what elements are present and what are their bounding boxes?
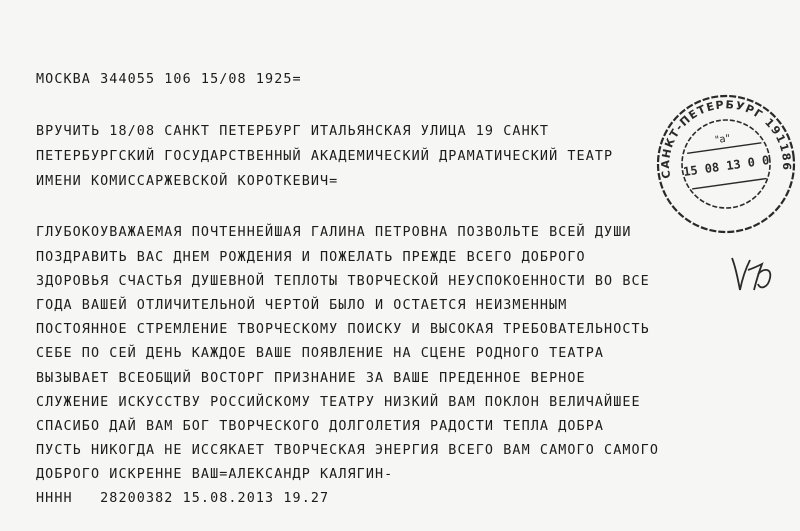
message-line-9: СПАСИБО ДАЙ ВАМ БОГ ТВОРЧЕСКОГО ДОЛГОЛЕТИЯ РАДОСТИ ТЕПЛА ДОБРА xyxy=(36,419,605,434)
address-line-2: ПЕТЕРБУРГСКИЙ ГОСУДАРСТВЕННЫЙ АКАДЕМИЧЕСКИЙ ДРАМАТИЧЕСКИЙ ТЕАТР xyxy=(36,149,614,164)
stamp-outer-text: САНКТ-ПЕТЕРБУРГ 191186 xyxy=(659,98,794,180)
telegram-header-line: МОСКВА 344055 106 15/08 1925= xyxy=(36,72,302,87)
stamp-date: 15 08 13 0 0 xyxy=(682,153,771,179)
address-line-1: ВРУЧИТЬ 18/08 САНКТ ПЕТЕРБУРГ ИТАЛЬЯНСКАЯ УЛИЦА 19 САНКТ xyxy=(36,124,550,139)
handwritten-signature xyxy=(728,250,776,298)
address-line-3: ИМЕНИ КОМИССАРЖЕВСКОЙ КОРОТКЕВИЧ= xyxy=(36,174,339,189)
message-line-1: ГЛУБОКОУВАЖАЕМАЯ ПОЧТЕННЕЙШАЯ ГАЛИНА ПЕТРОВНА ПОЗВОЛЬТЕ ВСЕЙ ДУШИ xyxy=(36,225,632,240)
message-line-3: ЗДОРОВЬЯ СЧАСТЬЯ ДУШЕВНОЙ ТЕПЛОТЫ ТВОРЧЕСКОЙ НЕУСПОКОЕННОСТИ ВО ВСЕ xyxy=(36,274,650,289)
message-line-6: СЕБЕ ПО СЕЙ ДЕНЬ КАЖДОЕ ВАШЕ ПОЯВЛЕНИЕ НА СЦЕНЕ РОДНОГО ТЕАТРА xyxy=(36,346,605,361)
message-line-11: ДОБРОГО ИСКРЕННЕ ВАШ=АЛЕКСАНДР КАЛЯГИН- xyxy=(36,467,394,482)
message-line-8: СЛУЖЕНИЕ ИСКУССТВУ РОССИЙСКОМУ ТЕАТРУ НИЗКИЙ ВАМ ПОКЛОН ВЕЛИЧАЙШЕЕ xyxy=(36,395,641,410)
stamp-letter: "а" xyxy=(714,133,731,147)
message-line-10: ПУСТЬ НИКОГДА НЕ ИССЯКАЕТ ТВОРЧЕСКАЯ ЭНЕРГИЯ ВСЕГО ВАМ САМОГО САМОГО xyxy=(36,443,660,458)
message-line-5: ПОСТОЯННОЕ СТРЕМЛЕНИЕ ТВОРЧЕСКОМУ ПОИСКУ И ВЫСОКАЯ ТРЕБОВАТЕЛЬНОСТЬ xyxy=(36,322,650,337)
message-line-4: ГОДА ВАШЕЙ ОТЛИЧИТЕЛЬНОЙ ЧЕРТОЙ БЫЛО И ОСТАЕТСЯ НЕИЗМЕННЫМ xyxy=(36,298,568,313)
postmark-stamp xyxy=(644,86,800,236)
telegram-footer-line: НННН 28200382 15.08.2013 19.27 xyxy=(36,491,330,506)
message-line-2: ПОЗДРАВИТЬ ВАС ДНЕМ РОЖДЕНИЯ И ПОЖЕЛАТЬ ПРЕЖДЕ ВСЕГО ДОБРОГО xyxy=(36,250,586,265)
message-line-7: ВЫЗЫВАЕТ ВСЕОБЩИЙ ВОСТОРГ ПРИЗНАНИЕ ЗА ВАШЕ ПРЕДЕННОЕ ВЕРНОЕ xyxy=(36,371,586,386)
